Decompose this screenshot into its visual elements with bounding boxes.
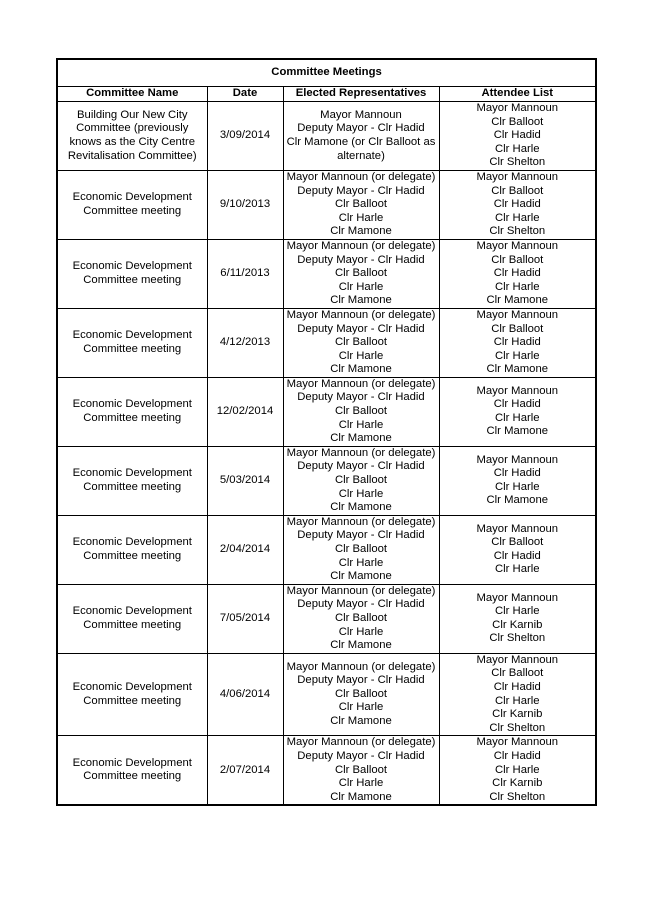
representative-name: Clr Balloot [334,198,388,211]
table-row [57,515,596,584]
representative-name: Mayor Mannoun [320,108,402,121]
attendee-list-cell [439,515,596,584]
representative-name: Clr Harle [338,349,384,362]
date-cell: 6/11/2013 [207,239,283,308]
representative-name: Deputy Mayor - Clr Hadid [297,674,425,687]
representative-name: Clr Mamone [330,363,392,376]
elected-representatives-cell [283,170,439,239]
committee-name-cell: Building Our New City Committee (previously knows as the City Centre Revitalisation Committee) [57,102,207,171]
representative-name: Clr Balloot [334,474,388,487]
representative-name: Mayor Mannoun (or delegate) [286,584,436,597]
attendee-name: Clr Hadid [493,549,541,562]
representative-name: Deputy Mayor - Clr Hadid [297,253,425,266]
representative-name: Clr Harle [338,280,384,293]
representative-name: Clr Harle [338,777,384,790]
attendee-name: Clr Hadid [493,198,541,211]
committee-name-cell: Economic Development Committee meeting [57,239,207,308]
representative-name: Clr Mamone [330,432,392,445]
attendee-name: Clr Balloot [491,115,544,128]
attendee-name: Mayor Mannoun [476,384,559,397]
attendee-name: Clr Harle [494,763,540,776]
representative-name: Deputy Mayor - Clr Hadid [297,184,425,197]
attendee-name: Clr Mamone [486,425,549,438]
attendee-name: Mayor Mannoun [476,239,559,252]
attendee-name: Clr Karnib [492,708,543,721]
attendee-name: Clr Harle [494,280,540,293]
column-header-attendee-list: Attendee List [439,87,596,102]
attendee-name: Clr Balloot [491,184,544,197]
committee-name-cell: Economic Development Committee meeting [57,653,207,736]
attendee-list-cell [439,584,596,653]
attendee-name: Clr Hadid [493,336,541,349]
representative-name: Clr Balloot [334,611,388,624]
representative-name: Clr Balloot [334,336,388,349]
committee-name-cell: Economic Development Committee meeting [57,170,207,239]
attendee-name: Mayor Mannoun [476,453,559,466]
representative-name: Deputy Mayor - Clr Hadid [297,322,425,335]
table-row [57,377,596,446]
attendee-name: Clr Hadid [493,398,541,411]
table-title: Committee Meetings [57,59,596,87]
representative-name: Deputy Mayor - Clr Hadid [297,122,425,135]
attendee-name: Clr Shelton [489,721,546,734]
attendee-name: Clr Harle [494,563,540,576]
table-row [57,736,596,805]
date-cell: 12/02/2014 [207,377,283,446]
representative-name: Clr Harle [338,418,384,431]
elected-representatives-cell [283,584,439,653]
table-row [57,584,596,653]
elected-representatives-cell [283,308,439,377]
attendee-name: Clr Harle [494,211,540,224]
representative-name: Clr Balloot [334,405,388,418]
attendee-name: Clr Harle [494,142,540,155]
representative-name: Mayor Mannoun (or delegate) [286,660,436,673]
representative-name: Clr Balloot [334,687,388,700]
elected-representatives-cell [283,446,439,515]
attendee-list-cell [439,308,596,377]
date-cell: 7/05/2014 [207,584,283,653]
committee-name-cell: Economic Development Committee meeting [57,377,207,446]
table-row [57,446,596,515]
attendee-name: Clr Hadid [493,680,541,693]
representative-name: Clr Mamone [330,790,392,803]
column-header-date: Date [207,87,283,102]
elected-representatives-cell [283,102,439,171]
attendee-name: Clr Mamone [486,294,549,307]
date-cell: 4/06/2014 [207,653,283,736]
representative-name: Clr Mamone [330,570,392,583]
attendee-name: Mayor Mannoun [476,736,559,749]
table-row [57,170,596,239]
representative-name: Clr Harle [338,211,384,224]
representative-name: Mayor Mannoun (or delegate) [286,446,436,459]
representative-name: Clr Harle [338,625,384,638]
elected-representatives-cell [283,653,439,736]
representative-name: Mayor Mannoun (or delegate) [286,239,436,252]
attendee-name: Clr Harle [494,694,540,707]
attendee-name: Mayor Mannoun [476,308,559,321]
attendee-list-cell [439,239,596,308]
table-row [57,653,596,736]
attendee-name: Mayor Mannoun [476,170,559,183]
elected-representatives-cell [283,239,439,308]
attendee-list-cell [439,170,596,239]
table-row [57,102,596,171]
representative-name: Deputy Mayor - Clr Hadid [297,749,425,762]
representative-name: Clr Harle [338,556,384,569]
attendee-name: Clr Hadid [493,267,541,280]
attendee-name: Mayor Mannoun [476,102,559,114]
representative-name: Mayor Mannoun (or delegate) [286,736,436,749]
representative-name: Clr Mamone (or Clr Balloot as alternate) [286,135,436,162]
attendee-name: Clr Harle [494,605,540,618]
attendee-name: Mayor Mannoun [476,522,559,535]
representative-name: Deputy Mayor - Clr Hadid [297,460,425,473]
date-cell: 5/03/2014 [207,446,283,515]
date-cell: 9/10/2013 [207,170,283,239]
elected-representatives-cell [283,377,439,446]
attendee-name: Clr Balloot [491,536,544,549]
attendee-name: Clr Harle [494,480,540,493]
representative-name: Deputy Mayor - Clr Hadid [297,391,425,404]
representative-name: Mayor Mannoun (or delegate) [286,515,436,528]
attendee-name: Clr Shelton [489,225,546,238]
representative-name: Clr Balloot [334,267,388,280]
elected-representatives-cell [283,515,439,584]
committee-name-cell: Economic Development Committee meeting [57,584,207,653]
attendee-list-cell [439,377,596,446]
attendee-name: Clr Balloot [491,322,544,335]
date-cell: 4/12/2013 [207,308,283,377]
representative-name: Clr Mamone [330,501,392,514]
committee-name-cell: Economic Development Committee meeting [57,515,207,584]
attendee-name: Clr Shelton [489,632,546,645]
date-cell: 3/09/2014 [207,102,283,171]
attendee-name: Mayor Mannoun [476,653,559,666]
table-body [57,102,596,806]
attendee-name: Clr Balloot [491,253,544,266]
date-cell: 2/04/2014 [207,515,283,584]
attendee-name: Clr Mamone [486,494,549,507]
attendee-name: Clr Hadid [493,749,541,762]
column-header-elected-representatives: Elected Representatives [283,87,439,102]
representative-name: Clr Mamone [330,714,392,727]
attendee-name: Clr Karnib [492,777,543,790]
attendee-name: Clr Hadid [493,129,541,142]
attendee-list-cell [439,653,596,736]
attendee-name: Clr Hadid [493,467,541,480]
attendee-name: Clr Karnib [492,618,543,631]
representative-name: Clr Mamone [330,294,392,307]
attendee-name: Clr Balloot [491,667,544,680]
representative-name: Mayor Mannoun (or delegate) [286,170,436,183]
representative-name: Mayor Mannoun (or delegate) [286,377,436,390]
representative-name: Clr Balloot [334,543,388,555]
attendee-name: Clr Shelton [489,790,546,803]
date-cell: 2/07/2014 [207,736,283,805]
representative-name: Clr Mamone [330,639,392,652]
committee-name-cell: Economic Development Committee meeting [57,446,207,515]
attendee-name: Clr Harle [494,411,540,424]
attendee-name: Clr Harle [494,349,540,362]
attendee-list-cell [439,736,596,805]
committee-name-cell: Economic Development Committee meeting [57,736,207,805]
representative-name: Clr Harle [338,487,384,500]
representative-name: Clr Balloot [334,763,388,776]
committee-meetings-table [56,58,597,806]
representative-name: Clr Mamone [330,225,392,238]
column-header-committee-name: Committee Name [57,87,207,102]
representative-name: Deputy Mayor - Clr Hadid [297,529,425,542]
table-row [57,239,596,308]
elected-representatives-cell [283,736,439,805]
attendee-name: Mayor Mannoun [476,591,559,604]
attendee-name: Clr Shelton [489,156,546,169]
representative-name: Mayor Mannoun (or delegate) [286,308,436,321]
table-row [57,308,596,377]
representative-name: Deputy Mayor - Clr Hadid [297,598,425,611]
attendee-name: Clr Mamone [486,363,549,376]
attendee-list-cell [439,446,596,515]
committee-name-cell: Economic Development Committee meeting [57,308,207,377]
attendee-list-cell [439,102,596,171]
representative-name: Clr Harle [338,701,384,714]
